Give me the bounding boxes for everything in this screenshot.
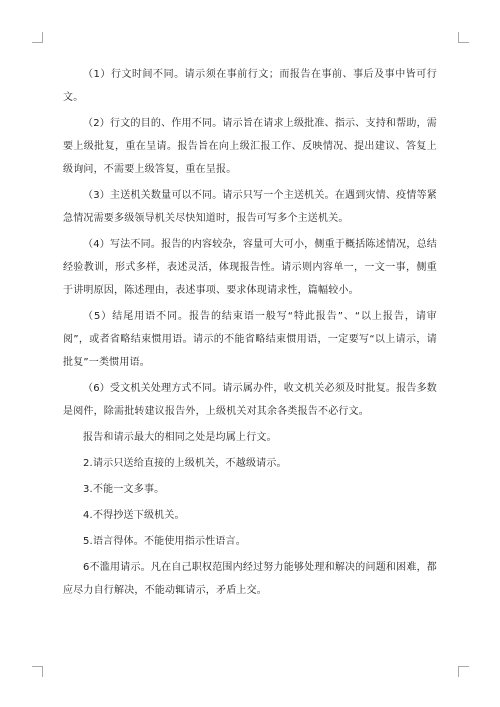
paragraph-timing: （1）行文时间不同。请示须在事前行文；而报告在事前、事后及事中皆可行文。: [63, 69, 437, 103]
crop-mark-bottom-left: [32, 666, 43, 677]
document-body: [63, 63, 437, 602]
paragraph-handling: （6）受文机关处理方式不同。请示属办件，收文机关必须及时批复。报告多数是阅件，除需批转建议报告外，上级机关对其余各类报告不必行文。: [63, 383, 437, 417]
paragraph-closing-phrase: （5）结尾用语不同。报告的结束语一般写“特此报告”、“以上报告，请审阅”，或者省略结束惯用语。请示的不能省略结束惯用语，一定要写“以上请示，请批复”一类惯用语。: [63, 311, 437, 368]
crop-mark-bottom-right: [458, 666, 469, 677]
crop-mark-top-left: [32, 32, 43, 43]
rule-item-2: 2.请示只送给直接的上级机关，不越级请示。: [83, 458, 287, 469]
paragraph-writing-style: （4）写法不同。报告的内容较杂，容量可大可小，侧重于概括陈述情况，总结经验教训，形式多样，表述灵活，体现报告性。请示则内容单一，一文一事，侧重于讲明原因，陈述理由，表述事项、要求体现请求性，篇幅较小。: [63, 239, 437, 296]
rule-item-6: 6不滥用请示。凡在自己职权范围内经过努力能够处理和解决的问题和困难，都应尽力自行解决，不能动辄请示，矛盾上交。: [63, 562, 437, 596]
rule-item-3: 3.不能一文多事。: [83, 484, 165, 495]
crop-mark-top-right: [458, 32, 469, 43]
rule-item-4: 4.不得抄送下级机关。: [83, 510, 185, 521]
rule-item-5: 5.语言得体。不能使用指示性语言。: [83, 536, 246, 547]
paragraph-recipients: （3）主送机关数量可以不同。请示只写一个主送机关。在遇到灾情、疫情等紧急情况需要多级领导机关尽快知道时，报告可写多个主送机关。: [63, 190, 437, 224]
paragraph-similarity: 报告和请示最大的相同之处是均属上行文。: [83, 432, 277, 443]
paragraph-purpose: （2）行文的目的、作用不同。请示旨在请求上级批准、指示、支持和帮助，需要上级批复，重在呈请。报告旨在向上级汇报工作、反映情况、提出建议、答复上级询问，不需要上级答复，重在呈报。: [63, 118, 437, 175]
